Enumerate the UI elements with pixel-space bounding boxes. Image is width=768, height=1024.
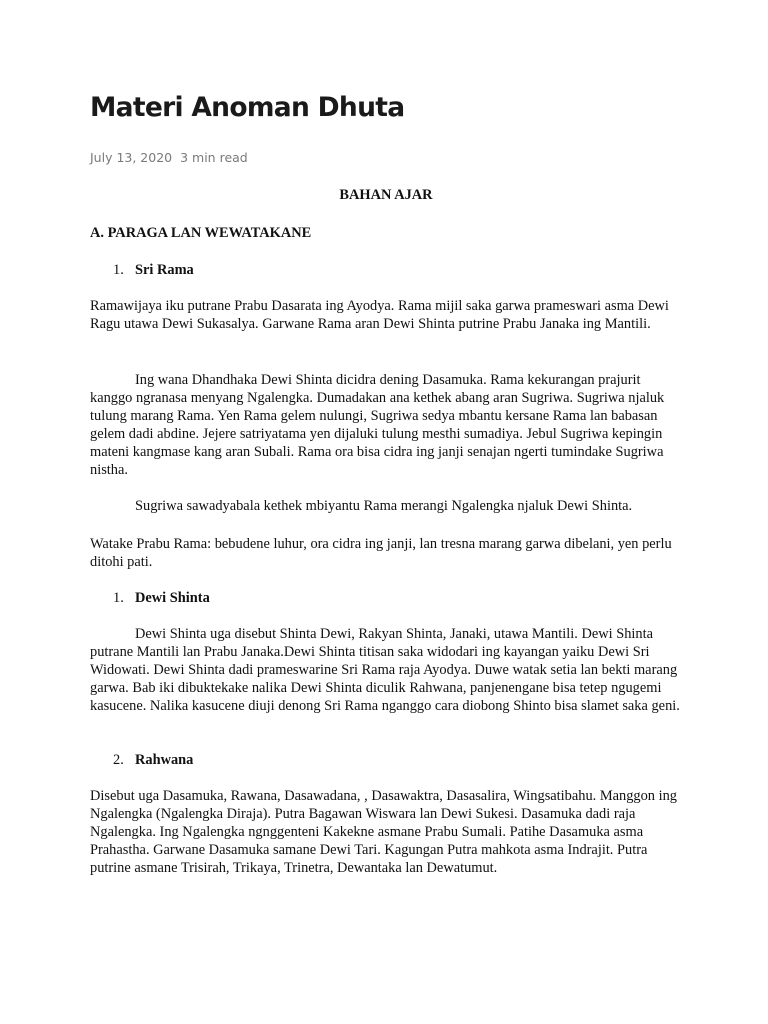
page-title: Materi Anoman Dhuta	[90, 92, 405, 123]
paragraph: Ing wana Dhandhaka Dewi Shinta dicidra dening Dasamuka. Rama kekurangan prajurit kanggo ngranasa menyang Ngalengka. Dumadakan ana kethek abang aran Sugriwa. Sugriwa njaluk tulung marang Rama. Yen Rama gelem nulungi, Sugriwa sedya mbantu kersane Rama lan babasan gelem dadi abdine. Jejere satriyatama yen dijaluki tulung mesthi sumadiya. Jebul Sugriwa kepingin mateni kangmase kang aran Subali. Rama ora bisa cidra ing janji senajan ngerti tumindake Sugriwa nistha.	[90, 372, 665, 478]
publish-date: July 13, 2020	[90, 150, 173, 165]
paragraph: Disebut uga Dasamuka, Rawana, Dasawadana, , Dasawaktra, Dasasalira, Wingsatibahu. Manggon ing Ngalengka (Ngalengka Diraja). Putra Bagawan Wiswara lan Dewi Sukesi. Dasamuka dadi raja Ngalengka. Ing Ngalengka ngnggenteni Kakekne asmane Prabu Sumali. Patihe Dasamuka asma Prahastha. Garwane Dasamuka samane Dewi Tari. Kagungan Putra mahkota asma Indrajit. Putra putrine asmane Trisirah, Trikaya, Trinetra, Dewantaka lan Dewatumut.	[90, 788, 677, 876]
section-heading: A. PARAGA LAN WEWATAKANE	[90, 225, 312, 241]
list-item	[90, 751, 682, 769]
paragraph: Dewi Shinta uga disebut Shinta Dewi, Rakyan Shinta, Janaki, utawa Mantili. Dewi Shinta putrane Mantili lan Prabu Janaka.Dewi Shinta titisan saka widodari ing kayangan yaiku Dewi Sri Widowati. Dewi Shinta dadi prameswarine Sri Rama raja Ayodya. Duwe watak setia lan bekti marang garwa. Bab iki dibuktekake nalika Dewi Shinta diculik Rahwana, panjenengane bisa tetep ngugemi kasucene. Nalika kasucene diuji denong Sri Rama nganggo cara diobong Shinto bisa slamet saka geni.	[90, 626, 680, 714]
list-number: 1.	[113, 262, 124, 278]
list-item	[90, 589, 682, 607]
article-meta	[90, 150, 248, 165]
list-item	[90, 261, 682, 279]
list-label: Dewi Shinta	[135, 590, 210, 606]
main-heading: BAHAN AJAR	[339, 187, 433, 203]
read-time: 3 min read	[180, 150, 248, 165]
list-label: Rahwana	[135, 752, 194, 768]
list-number: 1.	[113, 590, 124, 606]
paragraph: Watake Prabu Rama: bebudene luhur, ora cidra ing janji, lan tresna marang garwa dibelani, yen perlu ditohi pati.	[90, 536, 672, 570]
paragraph: Ramawijaya iku putrane Prabu Dasarata ing Ayodya. Rama mijil saka garwa prameswari asma Dewi Ragu utawa Dewi Sukasalya. Garwane Rama aran Dewi Shinta putrine Prabu Janaka ing Mantili.	[90, 298, 669, 332]
list-label: Sri Rama	[135, 262, 194, 278]
paragraph: Sugriwa sawadyabala kethek mbiyantu Rama merangi Ngalengka njaluk Dewi Shinta.	[135, 498, 633, 514]
list-number: 2.	[113, 752, 124, 768]
